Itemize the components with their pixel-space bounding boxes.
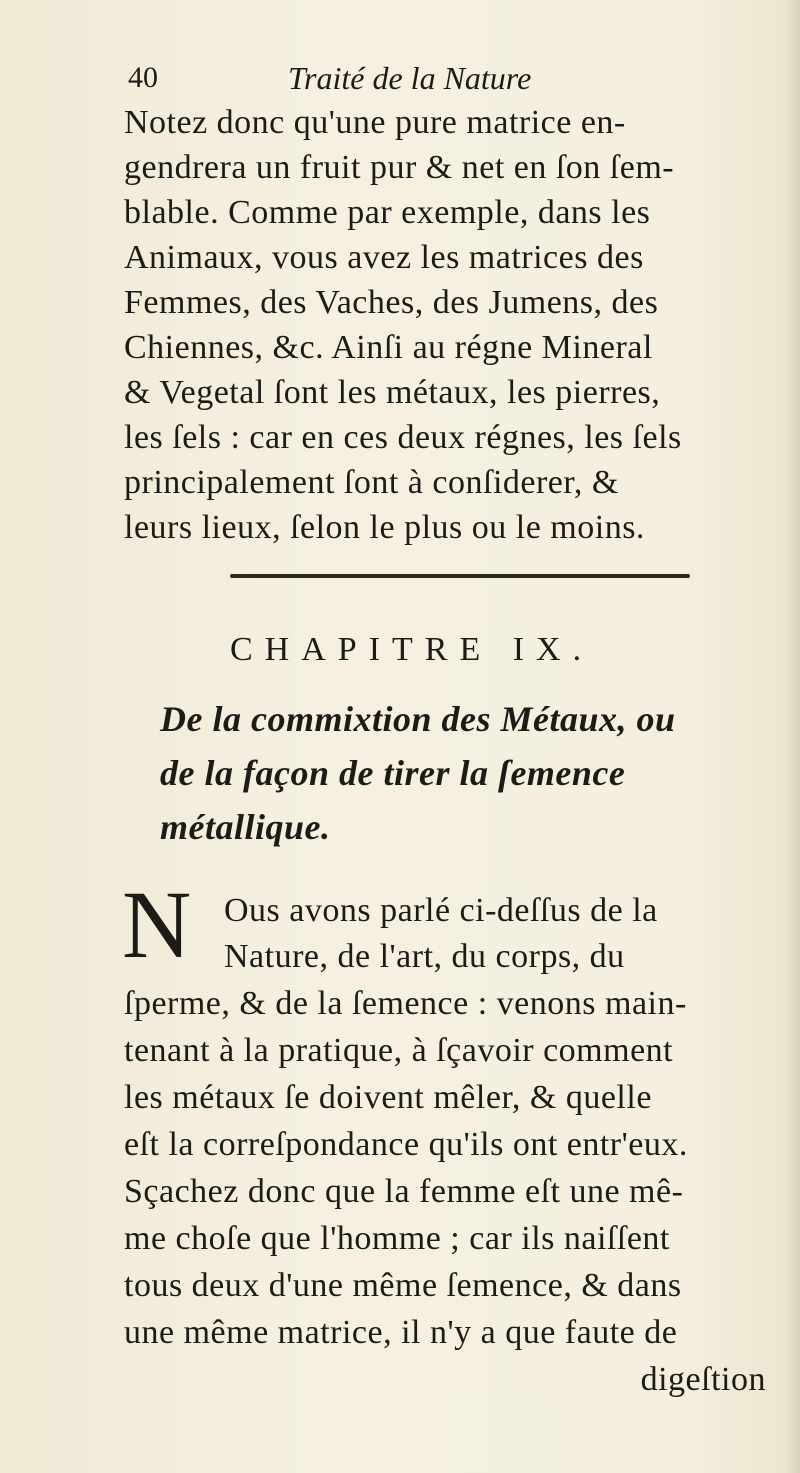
paragraph-2-opening	[224, 888, 774, 980]
paragraph-1	[124, 100, 764, 550]
text-line: tous deux d'une même ſemence, & dans	[124, 1267, 682, 1304]
drop-cap: N	[122, 871, 192, 978]
text-line: & Vegetal ſont les métaux, les pierres,	[124, 374, 661, 411]
subtitle-line: métallique.	[160, 807, 331, 847]
page-number: 40	[128, 61, 158, 94]
text-line: les ſels : car en ces deux régnes, les ſels	[124, 419, 682, 456]
text-line: Animaux, vous avez les matrices des	[124, 239, 644, 276]
text-line: eſt la correſpondance qu'ils ont entr'eux.	[124, 1126, 688, 1163]
page-header	[128, 58, 628, 102]
text-line: Notez donc qu'une pure matrice en-	[124, 104, 626, 141]
text-line: Femmes, des Vaches, des Jumens, des	[124, 284, 659, 321]
text-line: blable. Comme par exemple, dans les	[124, 194, 651, 231]
text-line: Sçachez donc que la femme eſt une mê-	[124, 1173, 684, 1210]
text-line: tenant à la pratique, à ſçavoir comment	[124, 1032, 674, 1069]
text-line: Nature, de l'art, du corps, du	[224, 938, 625, 975]
running-title: Traité de la Nature	[288, 60, 532, 96]
chapter-heading: CHAPITRE IX.	[230, 631, 594, 668]
section-divider-rule	[230, 574, 690, 578]
text-line: gendrera un fruit pur & net en ſon ſem-	[124, 149, 675, 186]
page-edge-shadow	[786, 0, 800, 1473]
text-line: me choſe que l'homme ; car ils naiſſent	[124, 1220, 670, 1257]
text-line: principalement ſont à conſiderer, &	[124, 464, 619, 501]
text-line: Chiennes, &c. Ainſi au régne Mineral	[124, 329, 653, 366]
text-line: les métaux ſe doivent mêler, & quelle	[124, 1079, 652, 1116]
text-line: ſperme, & de la ſemence : venons main-	[124, 985, 687, 1022]
text-line: une même matrice, il n'y a que faute de	[124, 1314, 678, 1351]
chapter-subtitle	[160, 692, 780, 854]
subtitle-line: De la commixtion des Métaux, ou	[160, 699, 676, 739]
text-line: leurs lieux, ſelon le plus ou le moins.	[124, 509, 645, 546]
subtitle-line: de la façon de tirer la ſemence	[160, 753, 626, 793]
catchword: digeſtion	[640, 1361, 766, 1398]
paragraph-2	[124, 980, 774, 1403]
text-line: Ous avons parlé ci-deſſus de la	[224, 892, 658, 929]
